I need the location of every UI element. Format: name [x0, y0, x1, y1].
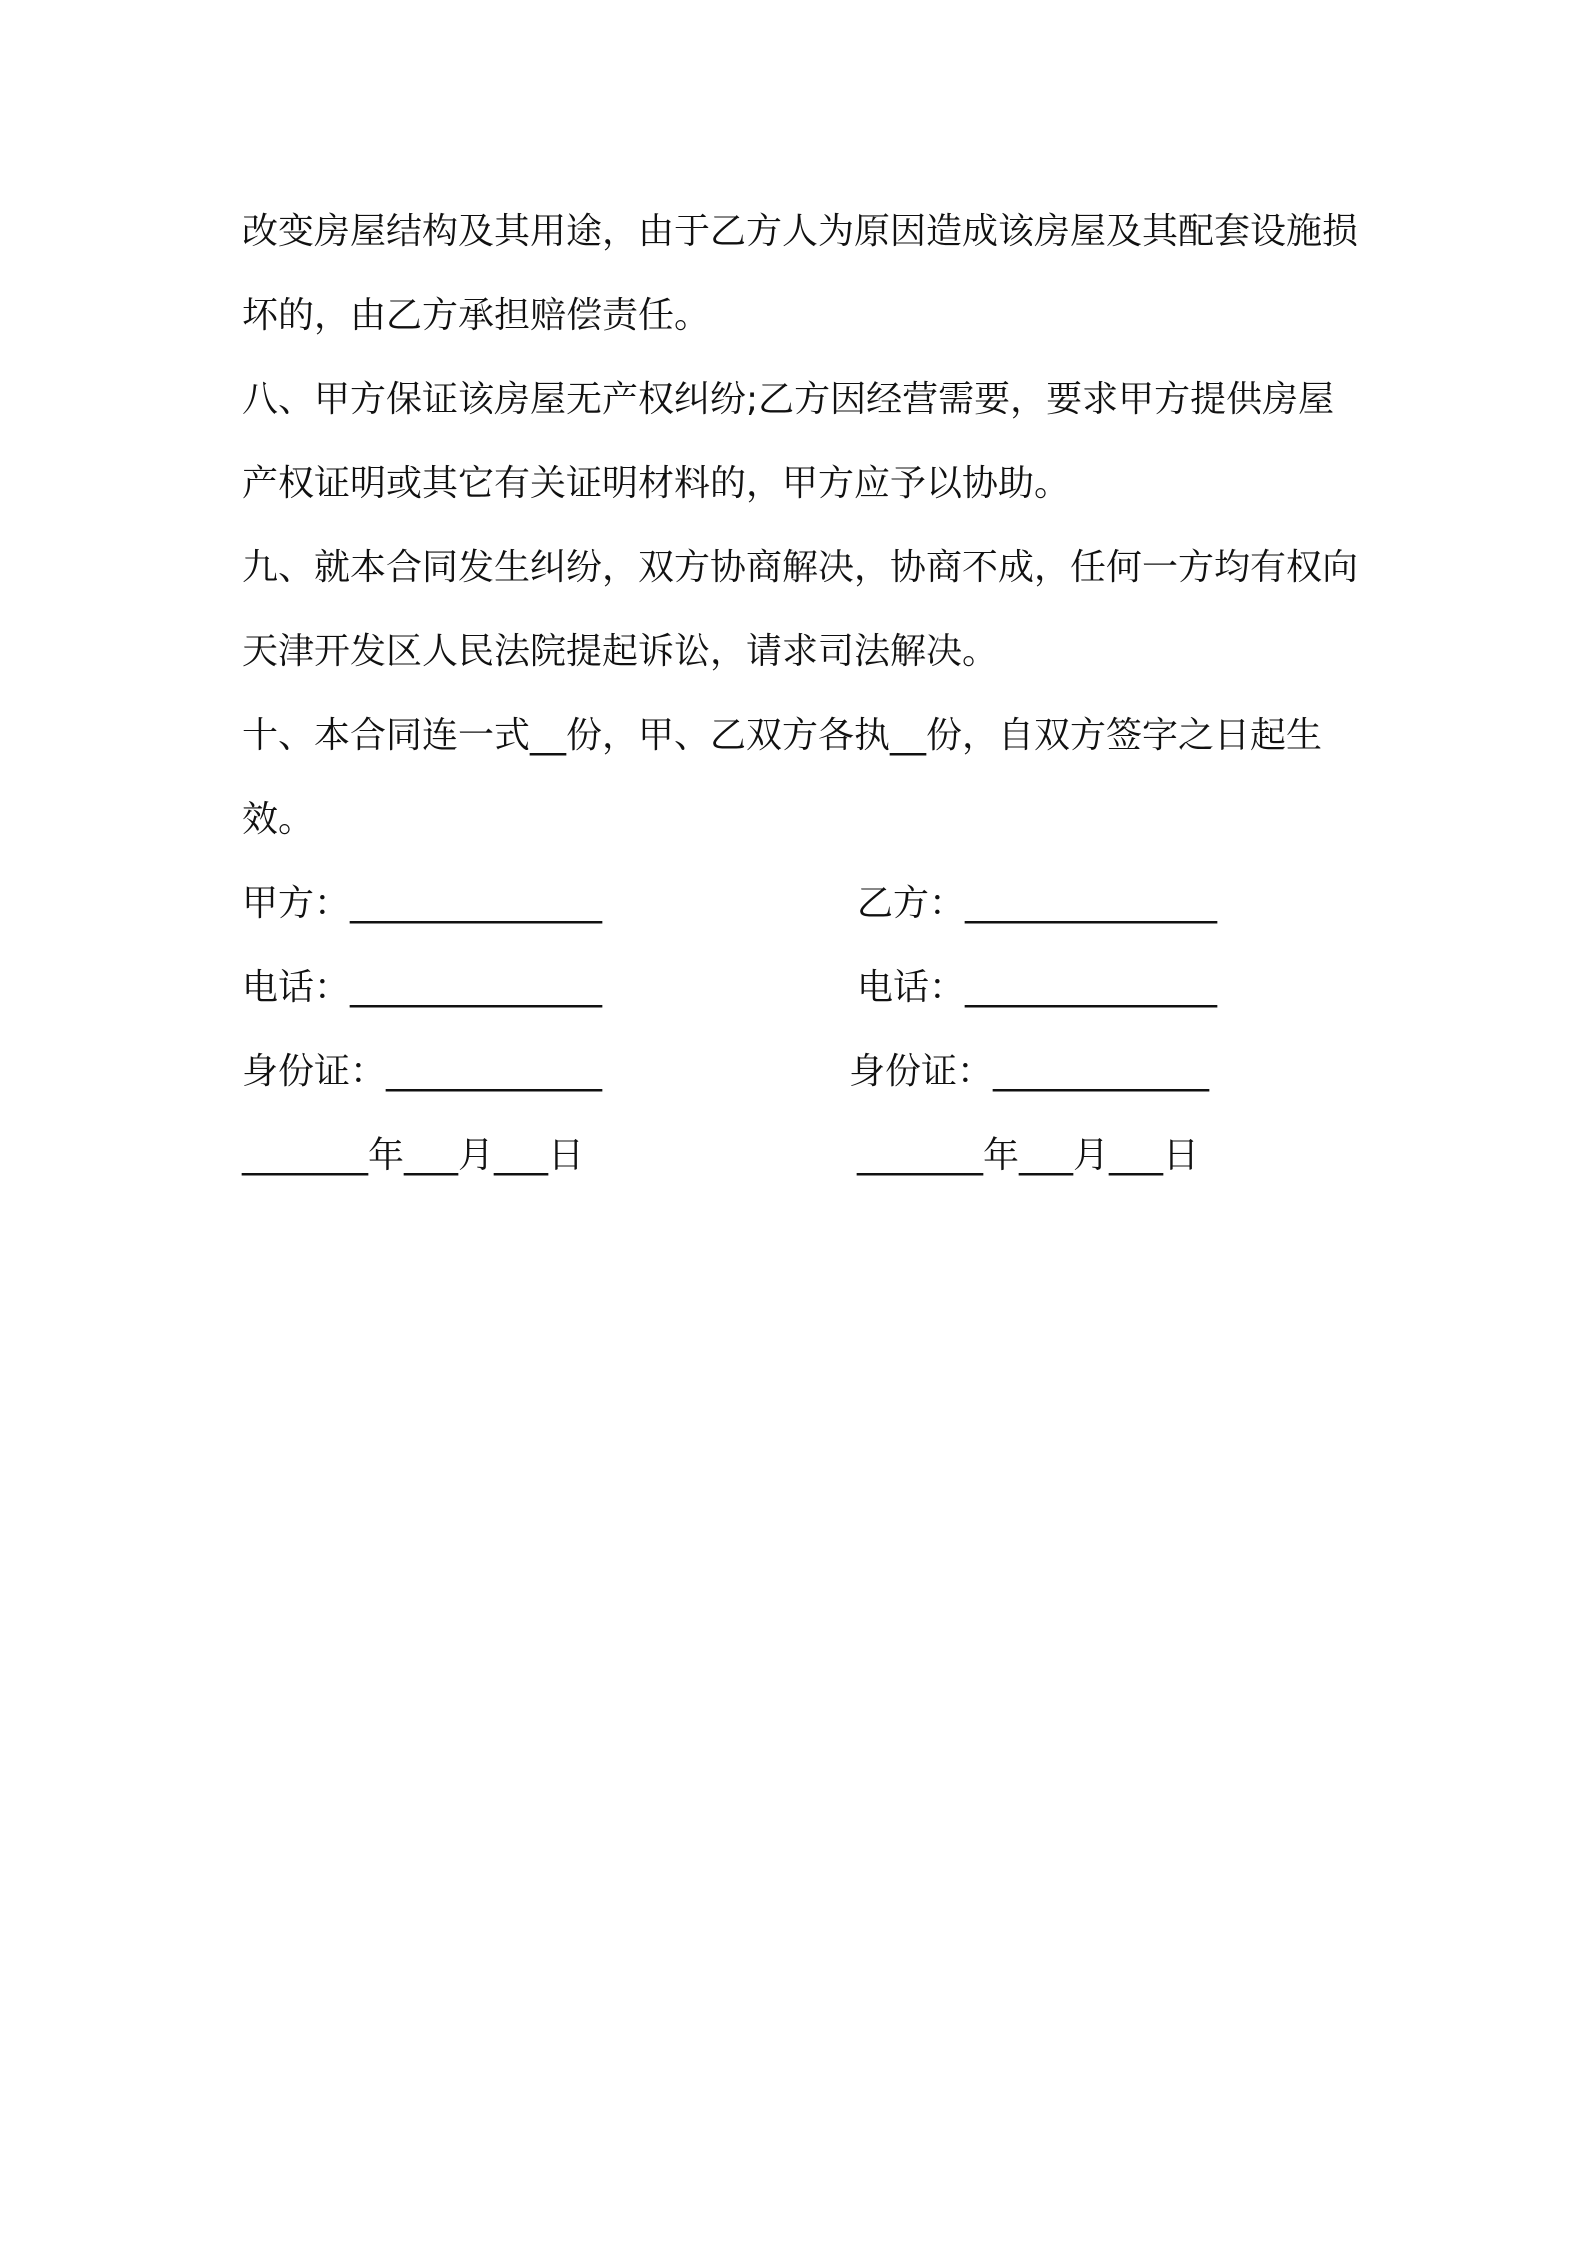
clause-continuation: 改变房屋结构及其用途，由于乙方人为原因造成该房屋及其配套设施损坏的，由乙方承担赔偿责任。 [242, 211, 1359, 336]
party-b-line: 乙方：______________ [857, 883, 1218, 924]
signature-row-party [242, 862, 1362, 946]
clause-9: 九、就本合同发生纠纷，双方协商解决，协商不成，任何一方均有权向天津开发区人民法院提起诉讼，请求司法解决。 [242, 547, 1359, 672]
clause-10: 十、本合同连一式__份，甲、乙双方各执__份，自双方签字之日起生效。 [242, 715, 1323, 840]
phone-b-line: 电话：______________ [857, 967, 1218, 1008]
contract-body [242, 190, 1362, 862]
phone-a-line: 电话：______________ [242, 967, 603, 1008]
signature-row-date [242, 1114, 1362, 1198]
party-a-line: 甲方：______________ [242, 883, 603, 924]
id-a-line: 身份证：____________ [242, 1051, 603, 1092]
id-b-line: 身份证：____________ [849, 1051, 1210, 1092]
date-a-line: _______年___月___日 [242, 1135, 584, 1176]
signature-row-id [242, 1030, 1362, 1114]
signature-block [242, 862, 1362, 1198]
date-b-line: _______年___月___日 [857, 1135, 1199, 1176]
clause-8: 八、甲方保证该房屋无产权纠纷;乙方因经营需要，要求甲方提供房屋产权证明或其它有关证明材料的，甲方应予以协助。 [242, 379, 1335, 504]
signature-row-phone [242, 946, 1362, 1030]
